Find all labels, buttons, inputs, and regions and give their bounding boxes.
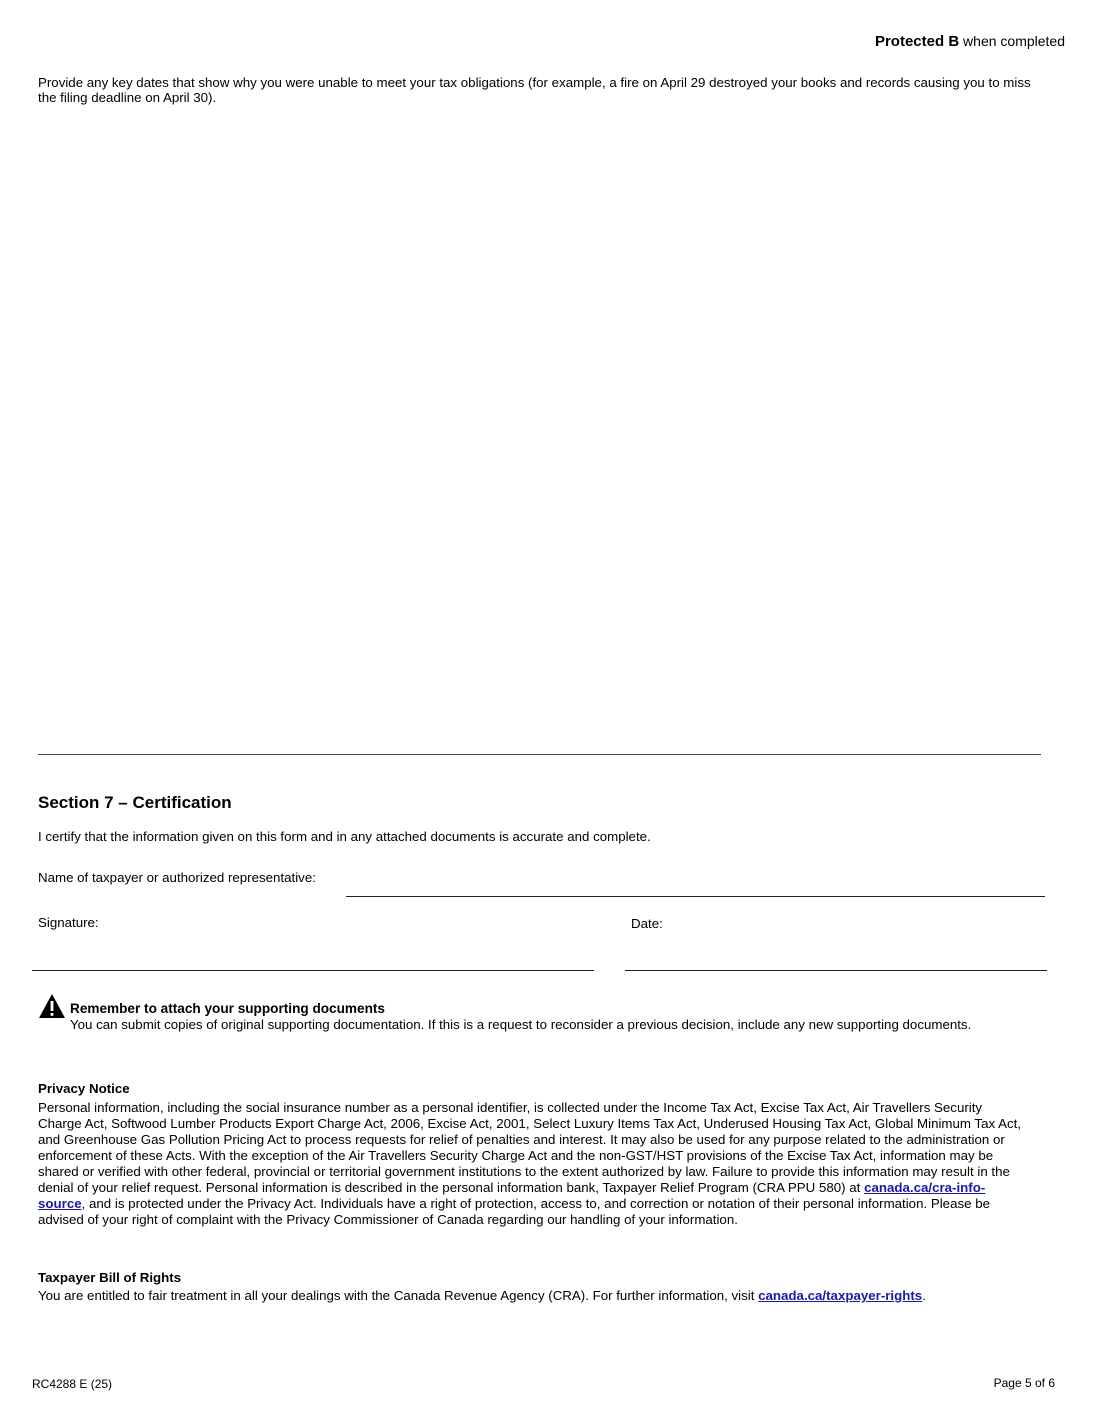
name-label: Name of taxpayer or authorized representative: — [38, 870, 316, 885]
key-dates-instruction: Provide any key dates that show why you were unable to meet your tax obligations (for example, a fire on April 29 destroyed your books and records causing you to miss the filing deadline on April 30). — [38, 75, 1031, 105]
privacy-text-part-1: Personal information, including the social insurance number as a personal identifier, is collected under the Income Tax Act, Excise Tax Act, Air Travellers Security Charge Act, Softwood Lumber Products Export Charge Act, 2006, Excise Act, 2001, Select Luxury Items Tax Act, Underused Housing Tax Act, Global Minimum Tax Act, and Greenhouse Gas Pollution Pricing Act to process requests for relief of penalties and interest. It may also be used for any purpose related to the administration or enforcement of these Acts. With the exception of the Air Travellers Security Charge Act and the non-GST/HST provisions of the Excise Tax Act, information may be shared or verified with other federal, provincial or territorial government institutions to the extent authorized by law. Failure to provide this information may result in the denial of your relief request. Personal information is described in the personal information bank, Taxpayer Relief Program (CRA PPU 580) at — [38, 1100, 1021, 1195]
name-input[interactable] — [346, 874, 1045, 897]
protected-b-label: Protected B — [874, 33, 960, 50]
reminder-title: Remember to attach your supporting documents — [70, 1001, 385, 1016]
key-dates-textarea[interactable] — [38, 112, 1045, 756]
taxpayer-rights-heading: Taxpayer Bill of Rights — [38, 1270, 182, 1285]
reminder-text: You can submit copies of original supporting documentation. If this is a request to reconsider a previous decision, include any new supporting documents. — [70, 1017, 972, 1032]
protected-b-notice — [875, 33, 1065, 50]
taxpayer-rights-text — [38, 1288, 1058, 1304]
signature-input[interactable] — [32, 948, 594, 971]
key-dates-bottom-rule — [38, 754, 1041, 755]
certification-statement: I certify that the information given on this form and in any attached documents is accurate and complete. — [38, 829, 651, 844]
taxpayer-rights-link[interactable]: canada.ca/taxpayer-rights — [758, 1288, 923, 1303]
warning-triangle-icon — [38, 993, 66, 1019]
rights-text-part-1: You are entitled to fair treatment in all your dealings with the Canada Revenue Agency (CRA). For further information, visit — [38, 1288, 759, 1303]
page-number: Page 5 of 6 — [993, 1376, 1055, 1390]
rights-text-part-2: . — [922, 1288, 926, 1303]
cra-info-source-link[interactable]: canada.ca/cra-info-source — [38, 1180, 986, 1211]
section-7-title: Section 7 – Certification — [38, 793, 232, 812]
date-input[interactable] — [625, 948, 1047, 971]
signature-label: Signature: — [38, 915, 99, 930]
privacy-notice-heading: Privacy Notice — [38, 1081, 130, 1096]
form-code: RC4288 E (25) — [32, 1377, 113, 1391]
protected-b-suffix: when completed — [959, 33, 1065, 49]
privacy-notice-text — [38, 1100, 1028, 1228]
date-label: Date: — [631, 916, 663, 931]
privacy-text-part-2: , and is protected under the Privacy Act. Individuals have a right of protection, access to, and correction or notation of their personal information. Please be advised of your right of complaint with the Privacy Commissioner of Canada regarding our handling of your information. — [38, 1196, 991, 1227]
